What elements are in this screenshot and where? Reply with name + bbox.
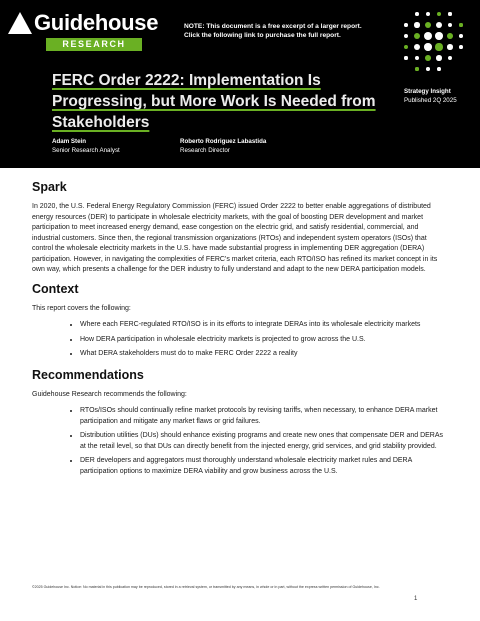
- title-line-1: FERC Order 2222: Implementation Is: [52, 72, 321, 89]
- dot-graphic: [435, 43, 442, 50]
- dot-graphic: [448, 56, 452, 60]
- recommendations-list: [32, 406, 444, 477]
- list-item: • Distribution utilities (DUs) should enhance existing programs and create new ones that compensate DER and DERAs at the retail level, so that DUs can directly benefit from the injected energy, grid services, and grid stability provided.: [80, 431, 444, 452]
- list-item: • How DERA participation in wholesale electricity markets is projected to grow across the U.S.: [80, 335, 444, 346]
- dot-graphic: [425, 55, 431, 61]
- dot-graphic: [404, 34, 408, 38]
- list-item: • RTOs/ISOs should continually refine market protocols by revising tariffs, when necessary, to enhance DERA market participation and mitigate any market flaws or grid failures.: [80, 406, 444, 427]
- dot-graphic: [415, 67, 418, 70]
- author-name: Adam Stein: [52, 138, 87, 145]
- dot-graphic: [436, 55, 442, 61]
- page-number: 1: [414, 596, 418, 602]
- dot-graphic: [437, 67, 441, 71]
- title-line-2: Progressing, but More Work Is Needed from: [52, 93, 376, 110]
- dot-graphic: [448, 12, 451, 15]
- dot-graphic: [404, 45, 408, 49]
- dot-graphic: [459, 34, 463, 38]
- recommendations-intro: Guidehouse Research recommends the following:: [32, 390, 187, 398]
- dot-graphic: [448, 23, 453, 28]
- excerpt-notice: [184, 22, 362, 40]
- author-1: [52, 137, 120, 155]
- dot-graphic: [459, 23, 462, 26]
- dot-pattern-graphic: [400, 8, 464, 72]
- dot-graphic: [459, 45, 463, 49]
- context-list: [32, 320, 444, 360]
- context-intro: This report covers the following:: [32, 304, 131, 312]
- dot-graphic: [404, 23, 408, 27]
- dot-graphic: [404, 56, 407, 59]
- copyright-notice: ©2025 Guidehouse Inc. Notice: No material in this publication may be reproduced, stored in a retrieval system, or transmitted by any means, in whole or in part, without the express written permission of Guidehouse, Inc.: [32, 585, 380, 589]
- report-body: [32, 174, 444, 485]
- list-item: • DER developers and aggregators must thoroughly understand wholesale electricity market rules and DERA participation options to maximize DERA viability and grow business across the U.S.: [80, 456, 444, 477]
- section-heading-spark: Spark: [32, 180, 67, 194]
- dot-graphic: [447, 44, 453, 50]
- author-role: Research Director: [180, 147, 230, 154]
- report-title: [52, 70, 382, 133]
- dot-graphic: [414, 22, 419, 27]
- dot-graphic: [425, 22, 431, 28]
- list-item: • Where each FERC-regulated RTO/ISO is in its efforts to integrate DERAs into its wholesale electricity markets: [80, 320, 444, 331]
- dot-graphic: [435, 32, 443, 40]
- dot-graphic: [436, 22, 442, 28]
- author-name: Roberto Rodriguez Labastida: [180, 138, 267, 145]
- author-role: Senior Research Analyst: [52, 147, 120, 154]
- list-item: • What DERA stakeholders must do to make FERC Order 2222 a reality: [80, 349, 444, 360]
- dot-graphic: [426, 12, 430, 16]
- dot-graphic: [426, 67, 430, 71]
- report-header: [0, 0, 480, 168]
- title-line-3: Stakeholders: [52, 114, 150, 131]
- dot-graphic: [415, 12, 419, 16]
- dot-graphic: [414, 44, 420, 50]
- section-heading-recommendations: Recommendations: [32, 367, 144, 382]
- notice-purchase-link[interactable]: Click the following link to purchase the full report.: [184, 32, 341, 39]
- dot-graphic: [424, 43, 432, 51]
- dot-graphic: [424, 32, 432, 40]
- report-meta: [404, 87, 457, 105]
- dot-graphic: [447, 33, 453, 39]
- notice-line-1: NOTE: This document is a free excerpt of a larger report.: [184, 23, 362, 30]
- dot-graphic: [415, 56, 420, 61]
- brand-sub: RESEARCH: [46, 38, 142, 51]
- section-heading-context: Context: [32, 281, 79, 296]
- report-type: Strategy Insight: [404, 88, 451, 95]
- brand-name: Guidehouse: [34, 10, 159, 35]
- spark-paragraph: In 2020, the U.S. Federal Energy Regulatory Commission (FERC) issued Order 2222 to better enable aggregations of distributed energy resources (DER) to participate in wholesale electricity markets, with the goal of boosting DER development and market participation to meet increased energy demand, ease congestion on the electric grid, and satisfy residential, commercial, and industrial customers. Since then, the regional transmission organizations (RTOs) and independent system operators (ISOs) that control the wholesale electricity markets in the U.S. have made substantial progress in implementing DER aggregation (DERA) participation. However, in navigating the complexities of FERC's market criteria, each RTO/ISO has refined its market concept in its own way, which presents a challenge for the DER industry to fully understand and adapt to the new DERA participation models.: [32, 203, 438, 273]
- logo-triangle-icon: [8, 12, 32, 34]
- dot-graphic: [414, 33, 420, 39]
- author-2: [180, 137, 266, 155]
- dot-graphic: [437, 12, 441, 16]
- publish-date: Published 2Q 2025: [404, 97, 457, 104]
